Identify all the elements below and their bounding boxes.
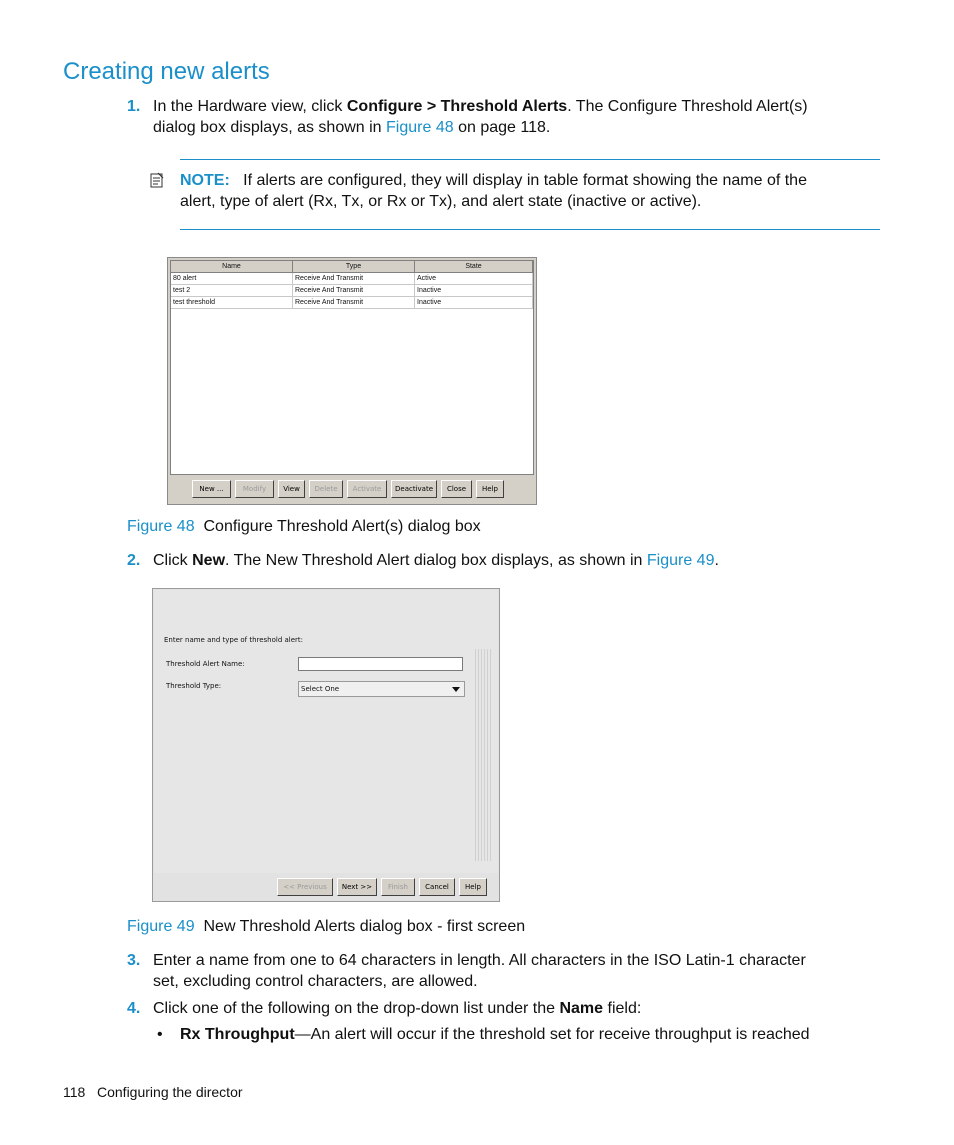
dialog-button-bar [192, 480, 504, 498]
wizard-button-bar [277, 878, 487, 896]
column-header-state[interactable]: State [415, 261, 533, 272]
column-header-type[interactable]: Type [293, 261, 415, 272]
close-button[interactable]: Close [441, 480, 472, 498]
page-number: 118 [63, 1084, 86, 1100]
threshold-alert-name-label: Threshold Alert Name: [166, 660, 245, 668]
cell-type: Receive And Transmit [293, 297, 415, 308]
deactivate-button[interactable]: Deactivate [391, 480, 437, 498]
cell-type: Receive And Transmit [293, 285, 415, 296]
step-1-line-2: dialog box displays, as shown in Figure 48 on page 118. [153, 119, 551, 136]
cell-name: test 2 [171, 285, 293, 296]
step-4-text: Click one of the following on the drop-down list under the Name field: [153, 1000, 642, 1017]
activate-button[interactable]: Activate [347, 480, 387, 498]
table-row[interactable] [171, 297, 533, 309]
new-button[interactable]: New ... [192, 480, 231, 498]
table-row[interactable] [171, 273, 533, 285]
alerts-table [170, 260, 534, 475]
step-2-number: 2. [127, 552, 141, 569]
step-3-line-2: set, excluding control characters, are allowed. [153, 973, 478, 990]
column-header-name[interactable]: Name [171, 261, 293, 272]
configure-threshold-alerts-dialog [167, 257, 537, 505]
threshold-type-select[interactable] [298, 681, 465, 697]
delete-button[interactable]: Delete [309, 480, 343, 498]
footer-section-title: Configuring the director [97, 1084, 243, 1100]
view-button[interactable]: View [278, 480, 305, 498]
step-2-text: Click New. The New Threshold Alert dialog box displays, as shown in Figure 49. [153, 552, 719, 569]
wizard-prompt: Enter name and type of threshold alert: [164, 636, 304, 644]
chevron-down-icon [452, 687, 460, 692]
previous-button[interactable]: << Previous [277, 878, 333, 896]
bullet-marker: • [157, 1026, 163, 1043]
figure-49-link[interactable]: Figure 49 [646, 552, 715, 569]
note-top-rule [180, 159, 880, 160]
note-icon [150, 172, 164, 188]
table-row[interactable] [171, 285, 533, 297]
note-line-2: alert, type of alert (Rx, Tx, or Rx or Tx), and alert state (inactive or active). [180, 193, 702, 210]
page-footer [63, 1084, 243, 1100]
dialog-texture [475, 649, 491, 861]
note-bottom-rule [180, 229, 880, 230]
cell-name: 80 alert [171, 273, 293, 284]
step-3-number: 3. [127, 952, 141, 969]
section-heading: Creating new alerts [63, 58, 270, 85]
next-button[interactable]: Next >> [337, 878, 377, 896]
note-line-1: NOTE: If alerts are configured, they will display in table format showing the name of the [180, 172, 807, 189]
cell-type: Receive And Transmit [293, 273, 415, 284]
alerts-table-header [171, 261, 533, 273]
figure-49-caption: Figure 49 New Threshold Alerts dialog box - first screen [127, 918, 526, 935]
cell-state: Inactive [415, 297, 533, 308]
dialog-content-panel [154, 590, 498, 873]
figure-48-link[interactable]: Figure 48 [386, 119, 454, 136]
help-button[interactable]: Help [459, 878, 487, 896]
bullet-rx-throughput: Rx Throughput—An alert will occur if the threshold set for receive throughput is reached [180, 1026, 810, 1043]
step-3-line-1: Enter a name from one to 64 characters in length. All characters in the ISO Latin-1 character [153, 952, 806, 969]
modify-button[interactable]: Modify [235, 480, 274, 498]
cell-name: test threshold [171, 297, 293, 308]
cancel-button[interactable]: Cancel [419, 878, 455, 896]
threshold-alert-name-input[interactable] [298, 657, 463, 671]
step-1-number: 1. [127, 98, 141, 115]
cell-state: Active [415, 273, 533, 284]
step-1-line-1: In the Hardware view, click Configure > Threshold Alerts. The Configure Threshold Alert(s) [153, 98, 808, 115]
help-button[interactable]: Help [476, 480, 504, 498]
cell-state: Inactive [415, 285, 533, 296]
threshold-type-label: Threshold Type: [166, 682, 222, 690]
figure-48-caption: Figure 48 Configure Threshold Alert(s) dialog box [127, 518, 481, 535]
finish-button[interactable]: Finish [381, 878, 415, 896]
step-4-number: 4. [127, 1000, 141, 1017]
threshold-type-value: Select One [301, 685, 340, 693]
